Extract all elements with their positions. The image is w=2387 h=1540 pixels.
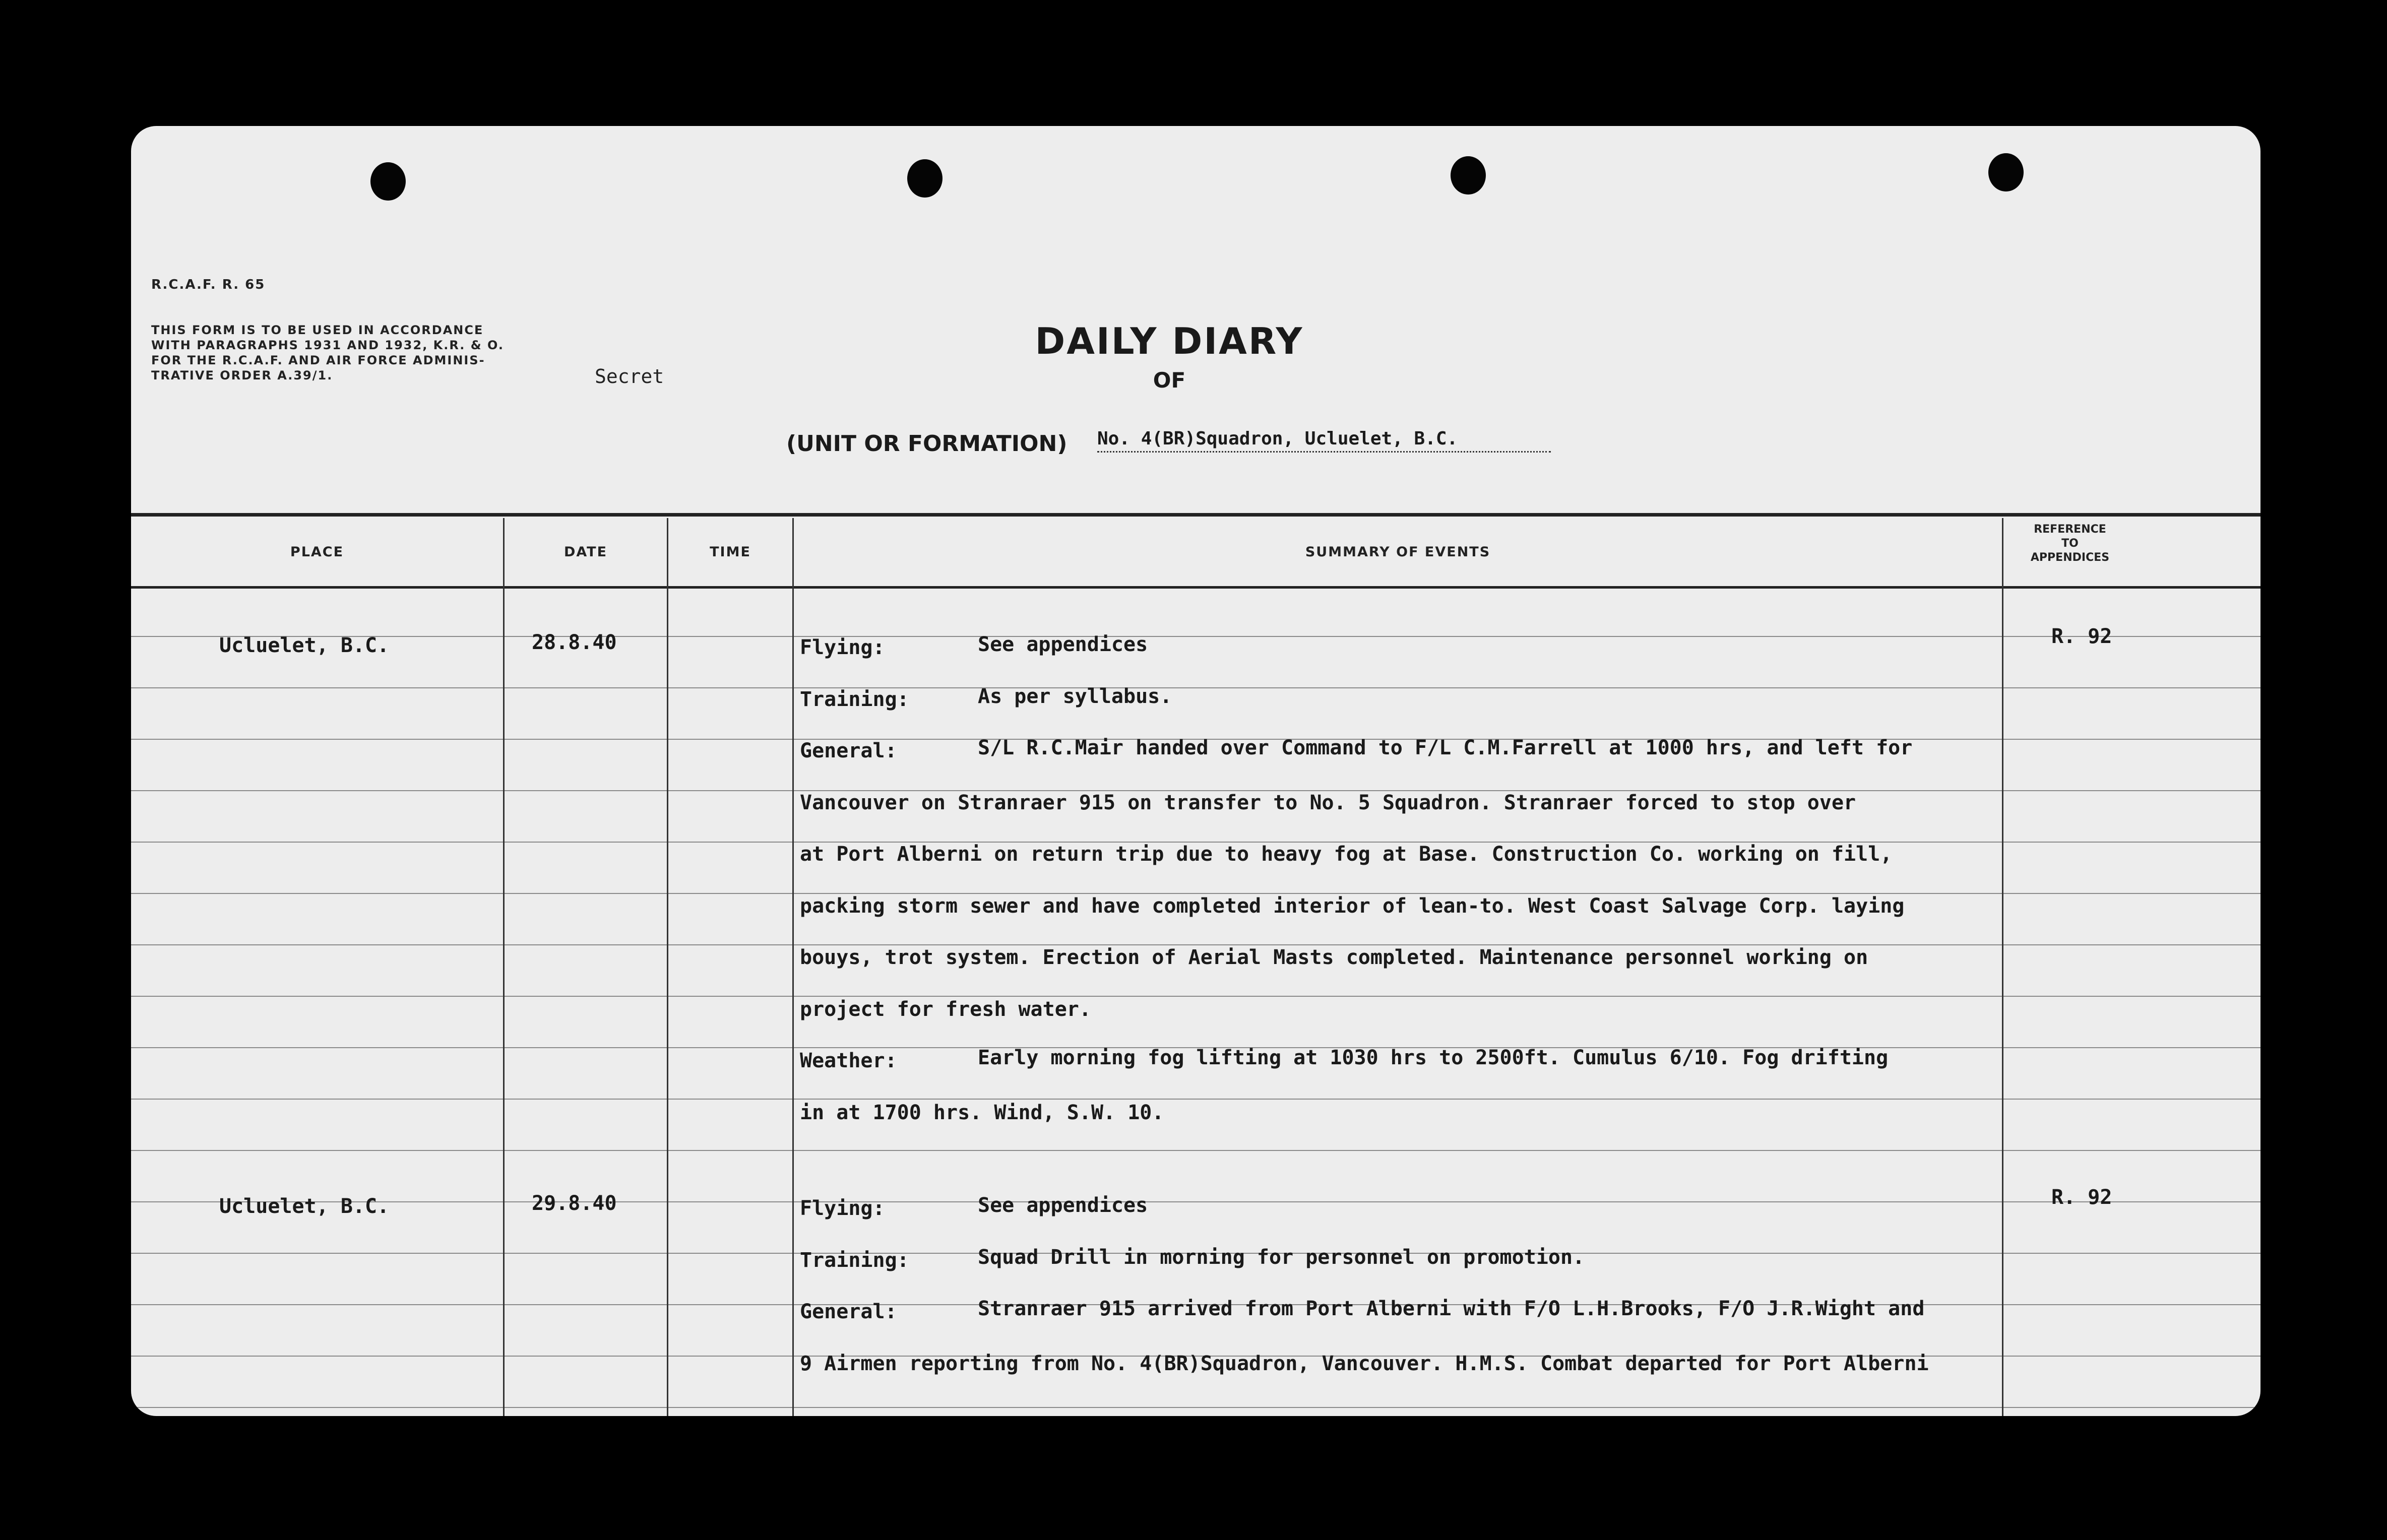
ruled-line	[131, 1150, 2260, 1151]
entry-line-label: Weather:	[800, 1049, 897, 1072]
column-divider	[792, 518, 794, 1416]
ruled-line	[131, 636, 2260, 637]
entry-reference: R. 92	[2051, 1186, 2112, 1209]
form-instructions: THIS FORM IS TO BE USED IN ACCORDANCE WITH PARAGRAPHS 1931 AND 1932, K.R. & O. FOR THE R.C.A.F. AND AIR FORCE ADMINIS- TRATIVE ORDER A.39/1.	[151, 323, 505, 382]
entry-line-text: packing storm sewer and have completed interior of lean-to. West Coast Salvage Corp. laying	[800, 894, 1905, 918]
entry-line-label: General:	[800, 1300, 897, 1323]
column-header-summary: SUMMARY OF EVENTS	[1305, 544, 1491, 560]
ruled-line	[131, 1099, 2260, 1100]
table-top-rule	[131, 513, 2260, 517]
entry-date: 29.8.40	[532, 1192, 617, 1215]
punch-hole-icon	[1988, 153, 2024, 191]
entry-line-text: Stranraer 915 arrived from Port Alberni with F/O L.H.Brooks, F/O J.R.Wight and	[978, 1297, 1925, 1320]
punch-hole-icon	[370, 162, 406, 201]
ruled-line	[131, 687, 2260, 688]
punch-hole-icon	[1451, 156, 1486, 195]
entry-reference: R. 92	[2051, 625, 2112, 648]
entry-line-text: S/L R.C.Mair handed over Command to F/L C.M.Farrell at 1000 hrs, and left for	[978, 736, 1913, 759]
ruled-line	[131, 996, 2260, 997]
column-header-place: PLACE	[290, 544, 344, 560]
entry-line-text: Squad Drill in morning for personnel on promotion.	[978, 1245, 1585, 1269]
column-header-time: TIME	[710, 544, 751, 560]
entry-line-label: Flying:	[800, 1197, 885, 1220]
entry-line-label: Training:	[800, 687, 909, 711]
entry-line-label: General:	[800, 739, 897, 762]
entry-place: Ucluelet, B.C.	[219, 1195, 390, 1218]
classification-stamp: Secret	[595, 365, 664, 388]
unit-value: No. 4(BR)Squadron, Ucluelet, B.C.	[1097, 428, 1551, 453]
unit-label: (UNIT OR FORMATION)	[786, 431, 1067, 457]
entry-line-text: See appendices	[978, 1194, 1148, 1217]
page-title: DAILY DIARY	[1035, 320, 1304, 362]
column-divider	[667, 518, 668, 1416]
entry-line-text: bouys, trot system. Erection of Aerial Masts completed. Maintenance personnel working on	[800, 946, 1868, 969]
ruled-line	[131, 1201, 2260, 1202]
ruled-line	[131, 944, 2260, 945]
entry-line-text: Early morning fog lifting at 1030 hrs to 2500ft. Cumulus 6/10. Fog drifting	[978, 1046, 1889, 1069]
entry-line-text: at Port Alberni on return trip due to heavy fog at Base. Construction Co. working on fill,	[800, 843, 1893, 866]
entry-line-text: Vancouver on Stranraer 915 on transfer to No. 5 Squadron. Stranraer forced to stop over	[800, 791, 1856, 814]
entry-date: 28.8.40	[532, 631, 617, 654]
ruled-line	[131, 1407, 2260, 1408]
entry-line-text: 9 Airmen reporting from No. 4(BR)Squadron, Vancouver. H.M.S. Combat departed for Port Alberni	[800, 1352, 1929, 1375]
column-divider	[503, 518, 505, 1416]
header-bottom-rule	[131, 586, 2260, 589]
form-code: R.C.A.F. R. 65	[151, 277, 266, 292]
entry-line-text: project for fresh water.	[800, 997, 1091, 1021]
entry-line-label: Flying:	[800, 636, 885, 659]
column-header-reference: REFERENCE TO APPENDICES	[2030, 523, 2110, 564]
entry-place: Ucluelet, B.C.	[219, 634, 390, 657]
punch-hole-icon	[907, 159, 943, 198]
column-divider	[2002, 518, 2003, 1416]
entry-line-label: Training:	[800, 1248, 909, 1272]
column-header-date: DATE	[563, 544, 608, 560]
entry-line-text: in at 1700 hrs. Wind, S.W. 10.	[800, 1101, 1164, 1124]
diary-form-card	[131, 126, 2260, 1416]
of-label: OF	[1153, 368, 1186, 393]
entry-line-text: See appendices	[978, 633, 1148, 656]
entry-line-text: As per syllabus.	[978, 684, 1172, 708]
